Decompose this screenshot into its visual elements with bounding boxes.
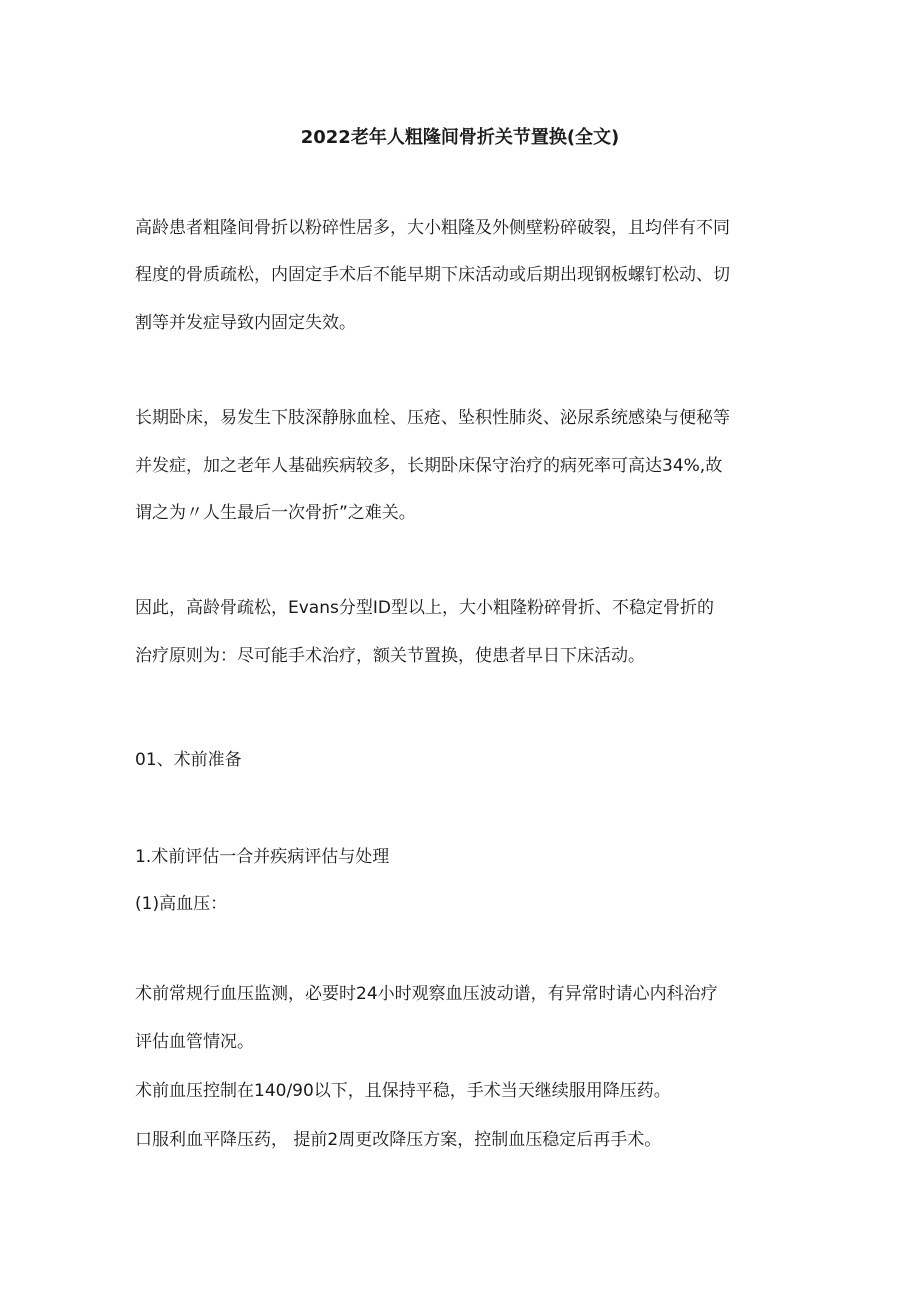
paragraph-2-line-1: 长期卧床，易发生下肢深静脉血栓、压疮、坠积性肺炎、泌尿系统感染与便秘等: [135, 408, 730, 428]
paragraph-1-line-3: 割等并发症导致内固定失效。: [135, 313, 356, 333]
paragraph-3-line-1: 因此，高龄骨疏松，Evans分型ID型以上，大小粗隆粉碎骨折、不稳定骨折的: [135, 598, 714, 618]
document-title: 2022老年人粗隆间骨折关节置换(全文): [300, 127, 620, 148]
paragraph-2-line-2: 并发症，加之老年人基础疾病较多，长期卧床保守治疗的病死率可高达34%,故: [135, 456, 723, 476]
paragraph-4-line-1: 术前常规行血压监测，必要时24小时观察血压波动谱，有异常时请心内科治疗: [135, 984, 718, 1004]
paragraph-5: 术前血压控制在140/90以下，且保持平稳，手术当天继续服用降压药。: [135, 1081, 671, 1101]
paragraph-3-line-2: 治疗原则为：尽可能手术治疗，额关节置换，使患者早日下床活动。: [135, 646, 645, 666]
paragraph-4-line-2: 评估血管情况。: [135, 1032, 254, 1052]
paragraph-2-line-3: 谓之为〃人生最后一次骨折”之难关。: [135, 503, 416, 523]
paragraph-1-line-2: 程度的骨质疏松，内固定手术后不能早期下床活动或后期出现钢板螺钉松动、切: [135, 265, 730, 285]
paragraph-1-line-1: 高龄患者粗隆间骨折以粉碎性居多，大小粗隆及外侧壁粉碎破裂，且均伴有不同: [135, 218, 730, 238]
paragraph-6: 口服利血平降压药， 提前2周更改降压方案，控制血压稳定后再手术。: [135, 1130, 662, 1150]
item-heading: (1)高血压：: [135, 894, 228, 914]
section-heading: 01、术前准备: [135, 750, 242, 770]
subsection-heading: 1.术前评估一合并疾病评估与处理: [135, 847, 390, 867]
